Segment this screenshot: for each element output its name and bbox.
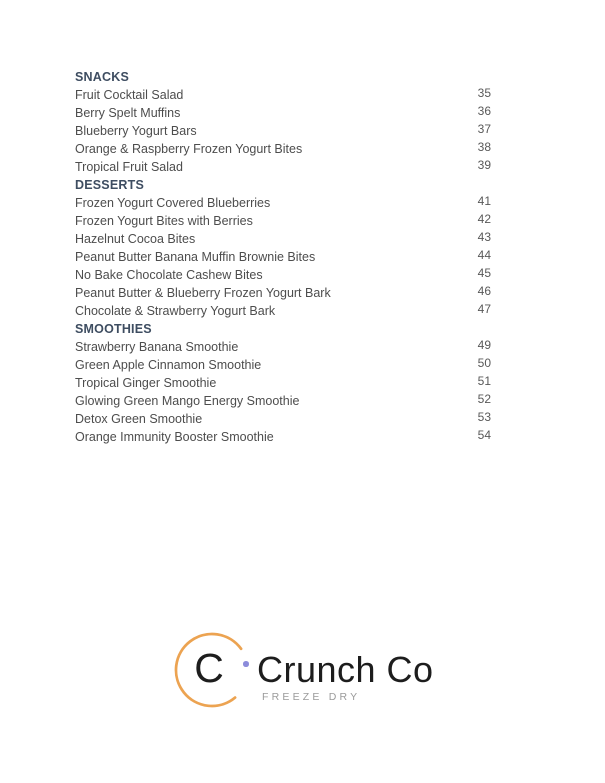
toc-entry-label: Berry Spelt Muffins xyxy=(75,106,181,120)
toc-entry xyxy=(75,248,491,266)
toc-entry-label: Blueberry Yogurt Bars xyxy=(75,124,197,138)
toc-entry-label: Tropical Fruit Salad xyxy=(75,160,183,174)
toc-entry-label: Chocolate & Strawberry Yogurt Bark xyxy=(75,304,276,318)
toc-entry xyxy=(75,338,491,356)
toc-entry xyxy=(75,392,491,410)
toc-entry-label: Hazelnut Cocoa Bites xyxy=(75,232,196,246)
toc-entry xyxy=(75,410,491,428)
toc-entry xyxy=(75,302,491,320)
toc-entry-label: Strawberry Banana Smoothie xyxy=(75,340,239,354)
toc-entry xyxy=(75,86,491,104)
toc-section-title: SMOOTHIES xyxy=(75,322,152,336)
brand-tagline: FREEZE DRY xyxy=(262,691,361,703)
toc-entry-page-number: 35 xyxy=(477,86,491,100)
toc-entry xyxy=(75,284,491,302)
toc-entry-page-number: 37 xyxy=(477,122,491,136)
toc-section-title: SNACKS xyxy=(75,70,129,84)
toc-section xyxy=(75,176,491,320)
toc-entry xyxy=(75,374,491,392)
toc-entry-page-number: 49 xyxy=(477,338,491,352)
toc-entry-page-number: 53 xyxy=(477,410,491,424)
toc-entry-page-number: 43 xyxy=(477,230,491,244)
toc-entry-label: Detox Green Smoothie xyxy=(75,412,203,426)
toc-entry xyxy=(75,356,491,374)
toc-entry xyxy=(75,158,491,176)
toc-entry xyxy=(75,194,491,212)
toc-entry-label: Orange Immunity Booster Smoothie xyxy=(75,430,274,444)
toc-entry-page-number: 41 xyxy=(477,194,491,208)
toc-section-title: DESSERTS xyxy=(75,178,144,192)
brand-name: Crunch Co xyxy=(257,649,434,690)
toc-entry-label: Tropical Ginger Smoothie xyxy=(75,376,217,390)
toc-entry-label: Peanut Butter Banana Muffin Brownie Bites xyxy=(75,250,316,264)
toc-entry-label: Green Apple Cinnamon Smoothie xyxy=(75,358,262,372)
toc-entry-page-number: 45 xyxy=(477,266,491,280)
toc-entry-page-number: 52 xyxy=(477,392,491,406)
toc-section xyxy=(75,68,491,176)
toc-entry-page-number: 42 xyxy=(477,212,491,226)
toc-entry-page-number: 39 xyxy=(477,158,491,172)
logo-dot-icon xyxy=(243,661,249,667)
toc-entry-label: Frozen Yogurt Bites with Berries xyxy=(75,214,253,228)
toc-entry-label: Fruit Cocktail Salad xyxy=(75,88,184,102)
toc-entry-page-number: 36 xyxy=(477,104,491,118)
toc-entry xyxy=(75,122,491,140)
toc-entry xyxy=(75,140,491,158)
toc-entry-page-number: 47 xyxy=(477,302,491,316)
logo-monogram-letter: C xyxy=(194,645,224,691)
toc-entry-page-number: 51 xyxy=(477,374,491,388)
toc-entry-label: Peanut Butter & Blueberry Frozen Yogurt Bark xyxy=(75,286,331,300)
toc-entry-page-number: 44 xyxy=(477,248,491,262)
toc-section xyxy=(75,320,491,446)
toc-entry xyxy=(75,212,491,230)
toc-entry-label: Glowing Green Mango Energy Smoothie xyxy=(75,394,300,408)
logo-circle-arc-icon xyxy=(173,631,251,709)
toc-entry-label: No Bake Chocolate Cashew Bites xyxy=(75,268,263,282)
toc-entry-page-number: 46 xyxy=(477,284,491,298)
table-of-contents xyxy=(75,68,491,446)
toc-entry xyxy=(75,104,491,122)
toc-entry xyxy=(75,266,491,284)
toc-entry-page-number: 38 xyxy=(477,140,491,154)
toc-entry-label: Orange & Raspberry Frozen Yogurt Bites xyxy=(75,142,303,156)
toc-entry-page-number: 54 xyxy=(477,428,491,442)
toc-entry xyxy=(75,428,491,446)
toc-entry-label: Frozen Yogurt Covered Blueberries xyxy=(75,196,271,210)
toc-entry xyxy=(75,230,491,248)
toc-entry-page-number: 50 xyxy=(477,356,491,370)
